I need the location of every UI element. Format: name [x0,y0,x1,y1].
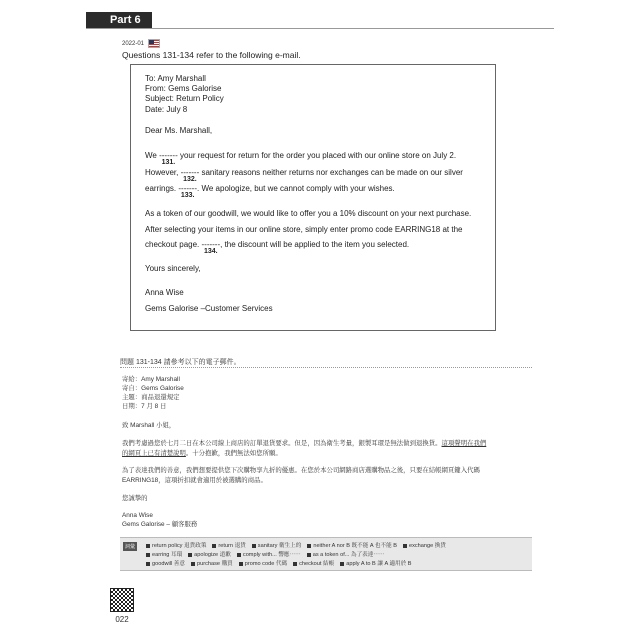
translation-from: 寄自：Gems Galorise [122,385,184,392]
text: 。十分抱歉，我們無法如您所願。 [185,450,282,457]
vocab-meaning: 換貨 [434,543,446,549]
vocab-term: return [218,543,235,549]
question-meta [122,39,160,48]
email-box [130,64,496,331]
part-label: Part 6 [86,12,152,29]
vocab-item [340,561,411,567]
vocab-meaning: 退貨 [234,543,246,549]
question-number: 133. [180,192,195,199]
bullet-icon [191,562,195,566]
blank-dashes: ------- [159,151,178,160]
vocab-meaning: 退貨政策 [184,543,207,549]
vocab-term: neither A nor B [313,543,352,549]
vocab-meaning: 響應⋯⋯ [278,552,301,558]
vocab-meaning: 衛生上的 [278,543,302,549]
email-p1-line3 [145,184,395,199]
translation-rule [120,367,532,368]
text: your request for return for the order you placed with our online store on July 2. [177,151,457,160]
bullet-icon [188,553,192,557]
question-number: 132. [183,176,197,183]
question-number: 134. [204,248,218,255]
email-signature-title: Gems Galorise –Customer Services [145,304,273,313]
vocab-term: apologize [194,552,220,558]
translation-closing: 您誠摯的 [122,495,148,502]
text: sanitary reasons neither returns nor exchanges can be made on our silver [199,168,463,177]
email-p1-line1 [145,151,457,166]
answer-underline: 這項聲明在我們 [441,440,487,447]
translation-title: 問題 131-134 請參考以下的電子郵件。 [120,359,241,366]
vocab-item [307,552,385,558]
vocab-item [191,561,233,567]
bullet-icon [239,562,243,566]
translation-signature-name: Anna Wise [122,512,153,519]
blank-dashes: ------- [201,240,221,249]
email-greeting: Dear Ms. Marshall, [145,126,213,135]
vocab-meaning: 既不能 A 也不能 B [351,543,397,549]
translation-p1-line1 [122,439,486,448]
bullet-icon [403,544,407,548]
email-signature-name: Anna Wise [145,288,184,297]
email-from: From: Gems Galorise [145,84,222,93]
email-p2-line1: As a token of our goodwill, we would like to offer you a 10% discount on your next purchase. [145,209,472,218]
vocab-term: as a token of... [312,552,351,558]
translation-signature-title: Gems Galorise – 顧客服務 [122,521,198,528]
question-intro: Questions 131-134 refer to the following e-mail. [122,50,301,60]
translation-greeting: 致 Marshall 小姐， [122,422,176,429]
email-subject: Subject: Return Policy [145,94,224,103]
vocab-meaning: 讓 A 適用於 B [377,561,412,567]
text: We [145,151,160,160]
text: , the discount will be applied to the item you selected. [220,240,410,249]
vocab-term: checkout [299,561,324,567]
text: However, [145,168,181,177]
vocab-item [252,543,302,549]
us-flag-icon [148,39,160,48]
bullet-icon [340,562,344,566]
vocab-item [146,543,206,549]
blank-132[interactable] [180,168,200,183]
vocab-meaning: 耳環 [170,552,183,558]
blank-133[interactable] [178,184,198,199]
blank-dashes: ------- [180,168,200,177]
text: . We apologize, but we cannot comply with your wishes. [197,184,395,193]
translation-p2-line1: 為了表達我們的善意，我們想要提供您下次購物享九折的優惠。在您於本公司網路商店選購物品之後，只要在結帳網頁鍵入代碼 [122,467,480,474]
email-p1-line2 [145,168,463,183]
blank-134[interactable] [201,240,221,255]
vocab-item [146,561,185,567]
email-p2-line3 [145,240,410,255]
vocabulary-box [120,537,532,571]
vocab-meaning: 善意 [173,561,185,567]
vocabulary-tag: 詞彙 [125,544,136,550]
vocab-row-3 [146,559,418,567]
vocab-term: promo code [244,561,276,567]
email-p2-line2: After selecting your items in our online store, simply enter promo code EARRING18 at the [145,225,463,234]
vocab-meaning: 結帳 [323,561,335,567]
top-rule [86,28,554,29]
answer-underline: 的網頁上已有清楚說明 [122,450,186,457]
bullet-icon [237,553,241,557]
question-number: 131. [161,159,176,166]
email-date: Date: July 8 [145,105,188,114]
vocab-term: comply with... [242,552,279,558]
vocab-term: return policy [152,543,185,549]
bullet-icon [307,544,311,548]
vocab-item [403,543,446,549]
vocab-item [293,561,334,567]
blank-dashes: ------- [178,184,198,193]
bullet-icon [252,544,256,548]
vocab-meaning: 購買 [221,561,233,567]
vocab-term: purchase [196,561,222,567]
vocab-item [212,543,245,549]
vocab-term: apply A to B [346,561,378,567]
vocab-term: exchange [408,543,435,549]
vocab-term: earring [152,552,171,558]
vocab-term: sanitary [257,543,279,549]
bullet-icon [146,562,150,566]
bullet-icon [307,553,311,557]
vocab-item [237,552,301,558]
bullet-icon [293,562,297,566]
translation-date: 日期：7 月 8 日 [122,403,167,410]
text: earrings. [145,184,179,193]
vocab-term: goodwill [152,561,174,567]
translation-to: 寄給：Amy Marshall [122,376,180,383]
text: checkout page. [145,240,202,249]
email-closing: Yours sincerely, [145,264,201,273]
text: 我們考慮過您於七月二日在本公司線上商店的訂單退貨要求。但是，因為衛生考量，銀製耳環是無法做到退換貨。 [122,440,442,447]
translation-p2-line2: EARRING18，這項折扣就會適用於被選購的商品。 [122,477,267,484]
blank-131[interactable] [159,151,178,166]
vocab-item [188,552,231,558]
vocab-meaning: 代碼 [275,561,288,567]
bullet-icon [212,544,216,548]
vocab-meaning: 為了表達⋯⋯ [350,552,385,558]
bullet-icon [146,544,150,548]
vocab-row-2 [146,550,391,558]
vocab-meaning: 道歉 [219,552,231,558]
translation-subject: 主題：商品退還規定 [122,394,180,401]
translation-p1-line2 [122,449,282,458]
email-to: To: Amy Marshall [145,74,206,83]
vocab-item [146,552,182,558]
page-number: 022 [115,615,129,624]
vocab-item [307,543,397,549]
vocab-row-1 [146,541,452,549]
exam-code: 2022-01 [122,40,145,47]
vocab-item [239,561,287,567]
bullet-icon [146,553,150,557]
qr-code-icon [110,588,134,612]
